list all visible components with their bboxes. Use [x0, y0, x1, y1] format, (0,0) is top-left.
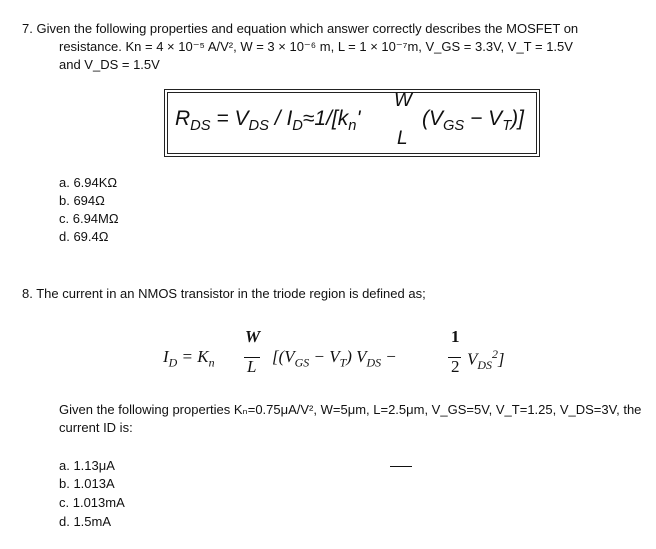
q7-stem-line2: resistance. Kn = 4 × 10⁻⁵ A/V², W = 3 × 10⁻⁶ m, L = 1 × 10⁻⁷m, V_GS = 3.3V, V_T = 1.5V — [59, 39, 573, 54]
q8-frac-l: L — [247, 357, 257, 376]
q7-option-b[interactable]: b. 694Ω — [59, 193, 105, 208]
q7-option-a[interactable]: a. 6.94KΩ — [59, 175, 118, 190]
answer-blank-line — [390, 466, 412, 467]
q8-option-c[interactable]: c. 1.013mA — [59, 495, 125, 510]
q7-stem-line3: and V_DS = 1.5V — [59, 57, 160, 72]
q7-option-d[interactable]: d. 69.4Ω — [59, 229, 109, 244]
q8-option-d[interactable]: d. 1.5mA — [59, 514, 112, 529]
q8-option-a[interactable]: a. 1.13μA — [59, 458, 115, 473]
q7-option-c[interactable]: c. 6.94MΩ — [59, 211, 119, 226]
q7-frac-denominator: L — [397, 128, 408, 149]
q8-stem: 8. The current in an NMOS transistor in the triode region is defined as; — [22, 286, 426, 301]
q8-half-den: 2 — [451, 357, 460, 376]
q8-half-num: 1 — [451, 327, 460, 346]
q7-stem-line1: 7. Given the following properties and equation which answer correctly describes the MOSFET on — [22, 21, 579, 36]
q7-frac-numerator: W — [394, 90, 412, 111]
q8-given-line1: Given the following properties Kₙ=0.75μA/V², W=5μm, L=2.5μm, V_GS=5V, V_T=1.25, V_DS=3V, the — [59, 402, 642, 417]
q8-given-line2: current ID is: — [59, 420, 133, 435]
q8-option-b[interactable]: b. 1.013A — [59, 476, 115, 491]
q8-frac-w: W — [245, 327, 261, 346]
